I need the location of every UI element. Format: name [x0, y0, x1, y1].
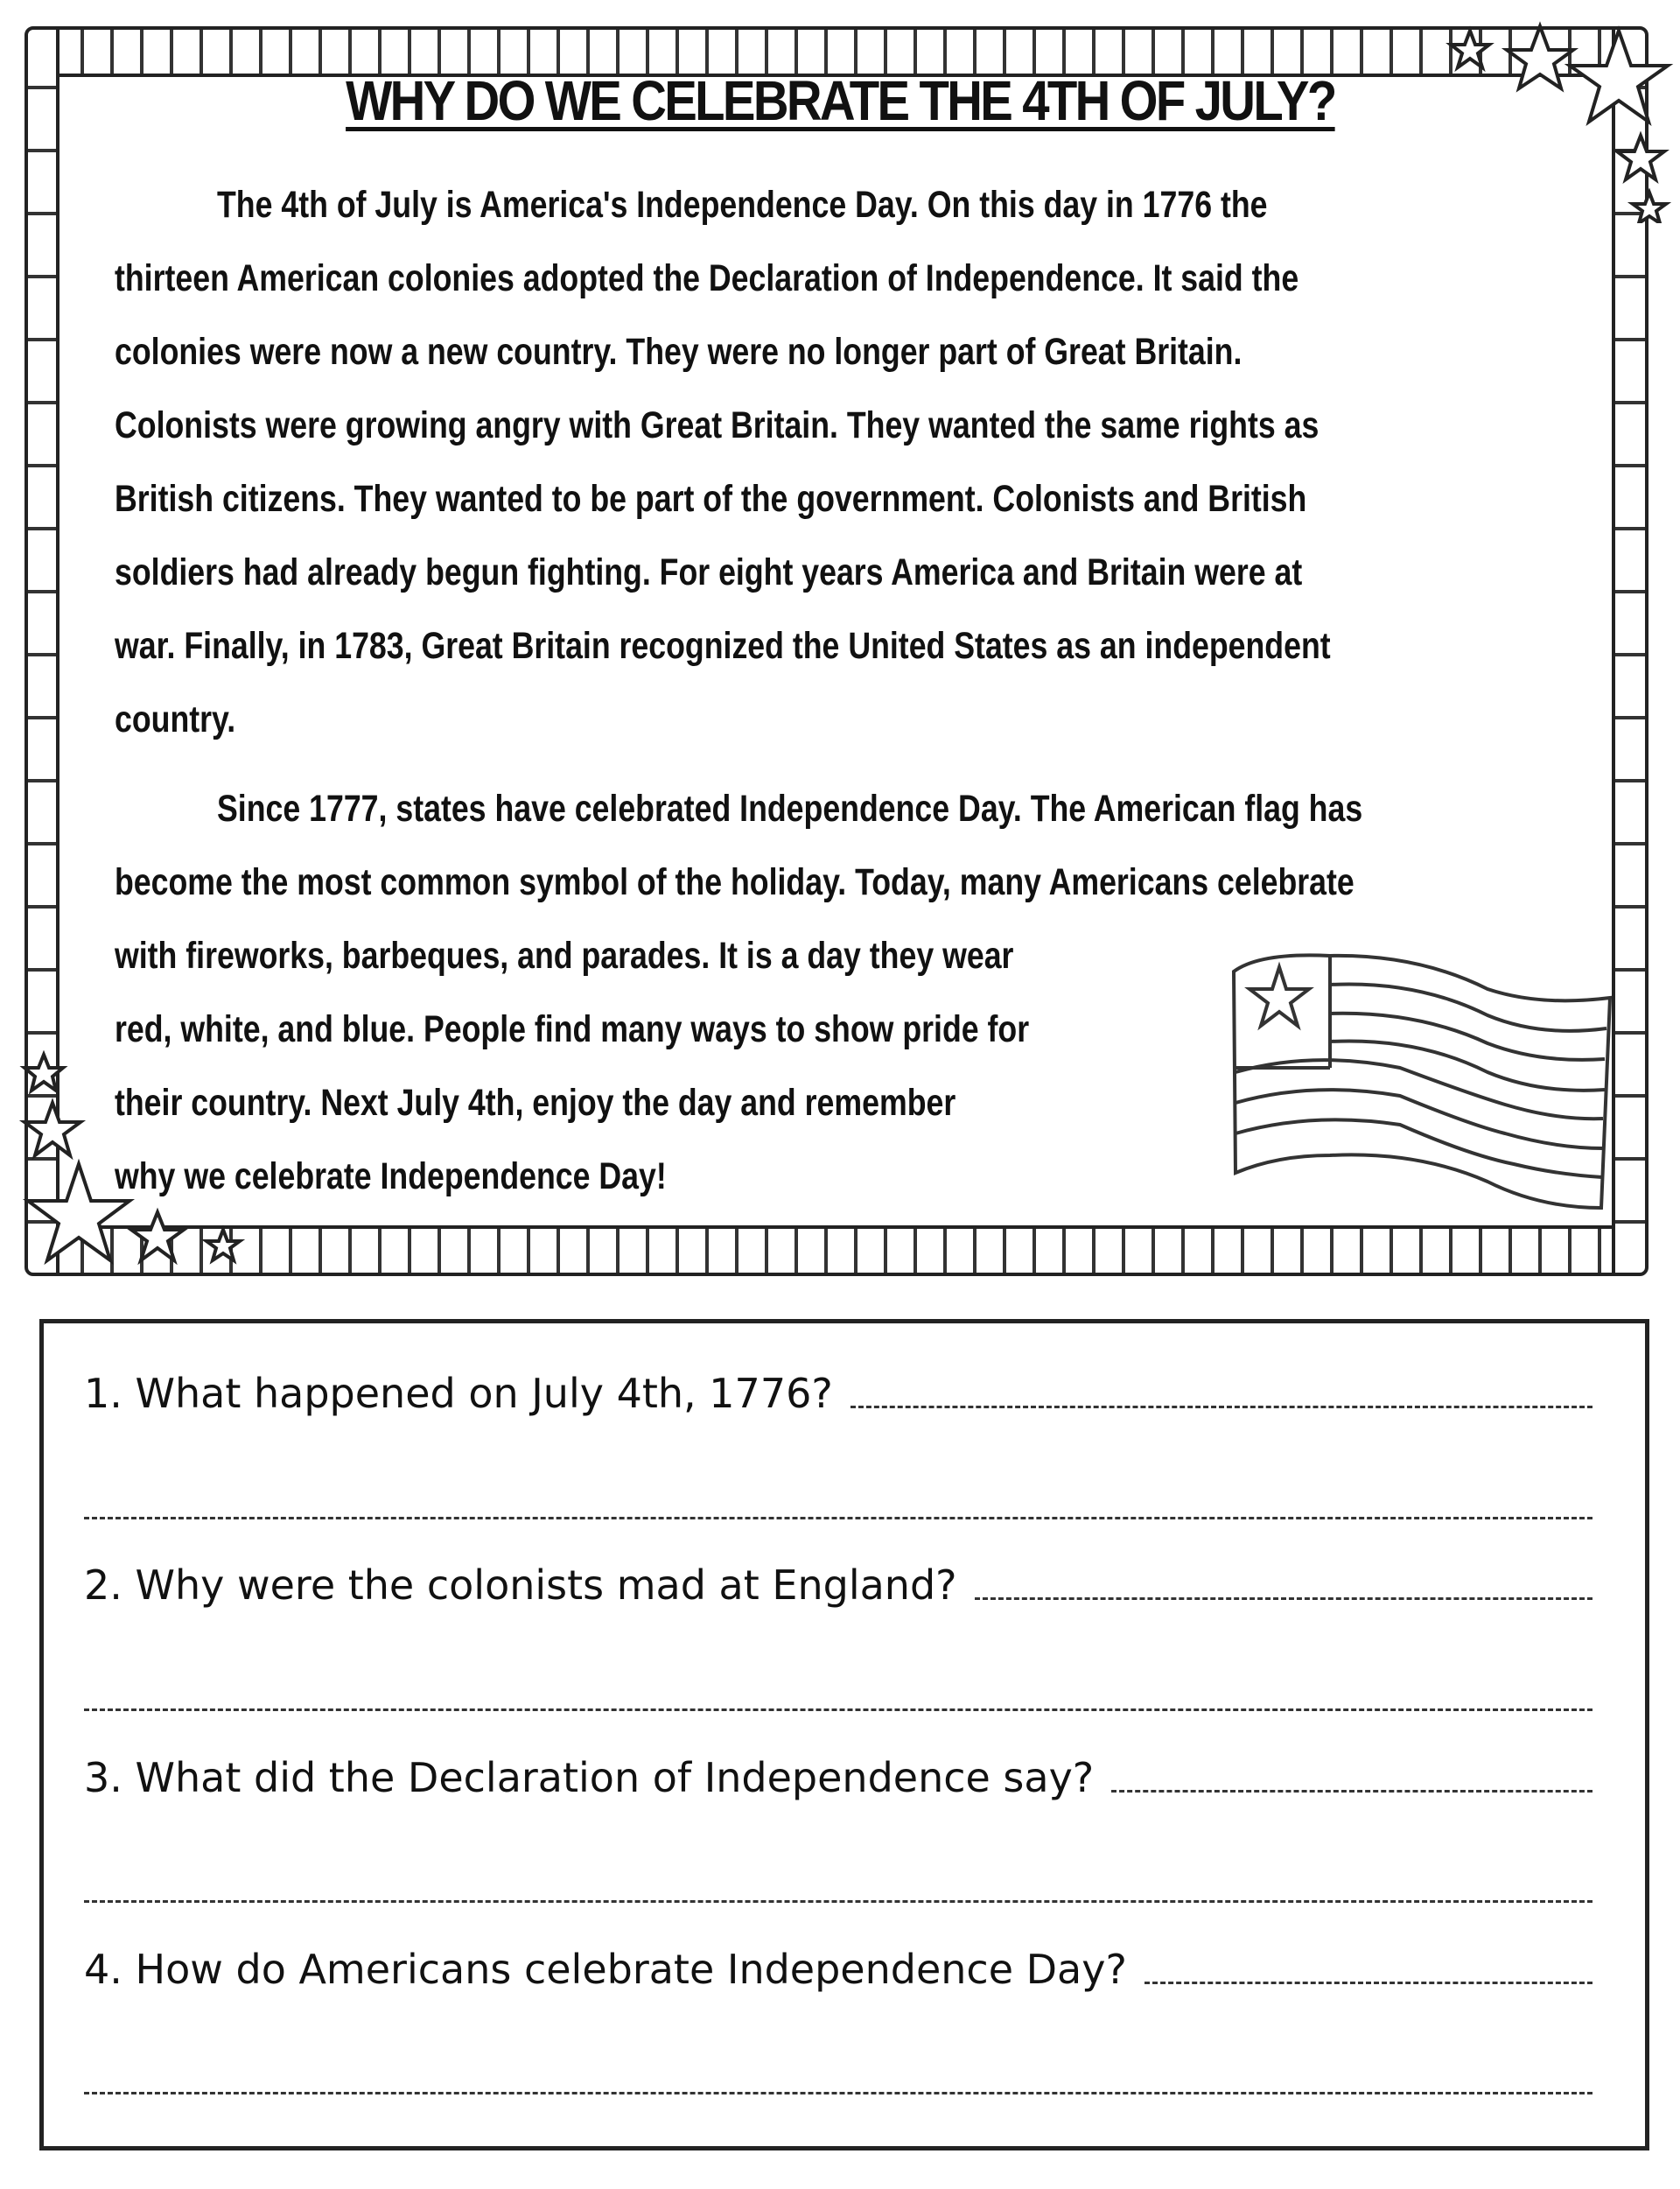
passage-line: British citizens. They wanted to be part of the government. Colonists and British: [115, 478, 1307, 520]
answer-line[interactable]: [84, 2092, 1592, 2094]
question-4: [84, 1946, 1592, 1993]
passage-line: thirteen American colonies adopted the Declaration of Independence. It said the: [115, 257, 1299, 299]
passage-line: red, white, and blue. People find many ways to show pride for: [115, 1008, 1030, 1050]
question-text: 1. What happened on July 4th, 1776?: [84, 1370, 833, 1417]
passage-line: become the most common symbol of the holiday. Today, many Americans celebrate: [115, 861, 1354, 903]
passage-line: war. Finally, in 1783, Great Britain recognized the United States as an independent: [115, 625, 1331, 667]
title-text: WHY DO WE CELEBRATE THE 4TH OF JULY?: [345, 69, 1335, 132]
question-3: [84, 1754, 1592, 1801]
passage-line: Colonists were growing angry with Great Britain. They wanted the same rights as: [115, 404, 1320, 446]
questions-box: [39, 1319, 1649, 2150]
question-1: [84, 1370, 1592, 1417]
answer-line[interactable]: [84, 1900, 1592, 1903]
answer-blank[interactable]: [1111, 1781, 1592, 1793]
answer-blank[interactable]: [850, 1397, 1592, 1408]
passage-line: their country. Next July 4th, enjoy the day and remember: [115, 1082, 956, 1124]
answer-blank[interactable]: [1144, 1973, 1592, 1984]
question-text: 4. How do Americans celebrate Independence Day?: [84, 1946, 1127, 1993]
answer-line[interactable]: [84, 1708, 1592, 1711]
question-text: 3. What did the Declaration of Independence say?: [84, 1754, 1095, 1801]
passage-line: why we celebrate Independence Day!: [115, 1155, 667, 1197]
question-2: [84, 1561, 1592, 1609]
passage-line: colonies were now a new country. They were no longer part of Great Britain.: [115, 331, 1242, 373]
passage-line: The 4th of July is America's Independence Day. On this day in 1776 the: [217, 184, 1268, 226]
passage-line: soldiers had already begun fighting. For eight years America and Britain were at: [115, 551, 1303, 593]
border-bottom: [24, 1225, 1648, 1276]
american-flag-illustration: [1225, 945, 1619, 1225]
page-title: [0, 68, 1680, 133]
answer-blank[interactable]: [975, 1589, 1592, 1600]
question-text: 2. Why were the colonists mad at England?: [84, 1561, 957, 1609]
passage-line: with fireworks, barbeques, and parades. It is a day they wear: [115, 935, 1014, 977]
passage-line: country.: [115, 698, 236, 740]
passage-line: Since 1777, states have celebrated Independence Day. The American flag has: [217, 788, 1363, 830]
answer-line[interactable]: [84, 1517, 1592, 1519]
